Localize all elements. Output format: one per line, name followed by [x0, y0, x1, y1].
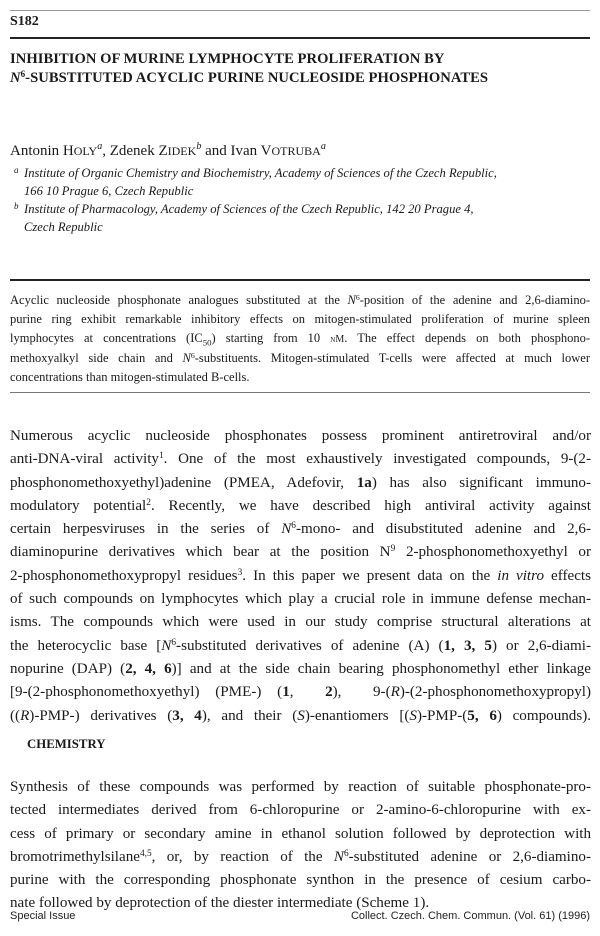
reference-4-5: 4,5 [139, 848, 152, 859]
abstract: Acyclic nucleoside phosphonate analogues substituted at the $N^6$-position of the adenine and 2,6-diamino- purine ring exhibit remarkable inhibitory effects on mitogen-stimulated proliferation of murine spleen lymphocytes at concentrations $(IC_{50})$ starting from 10 nM. The effect depends on both phosphono- methoxyalkyl side chain and $N^6$-substituents. Mitogen-stimulated T-cells were affected at much lower concentrations than mitogen-stimulated B-cells. [10, 292, 591, 384]
author-name: Antonin HOLY [10, 143, 98, 159]
title-line-1: INHIBITION OF MURINE LYMPHOCYTE PROLIFERATION BY [10, 51, 445, 67]
section-heading-chemistry: CHEMISTRY [27, 737, 106, 751]
author-name: Zdenek ZIDEK [109, 143, 197, 159]
author-name: Ivan VOTRUBA [230, 143, 321, 159]
chemistry-paragraph: Synthesis of these compounds was performed by reaction of suitable phosphonate-pro- tected intermediates derived from 6-chloropurine or 2-amino-6-chloropurine with ex- cess of primary or secondary amine in ethanol solution followed by deprotection with bromotrimethylsilane$^{4,5}$, or, by reaction of the $N^6$-substituted adenine or 2,6-diamino- purine with the corresponding phosphonate synthon in the presence of cesium carbo- nate followed by deprotection of the diester intermediate (Scheme 1). [10, 779, 591, 912]
abstract-top-rule [10, 279, 590, 281]
introduction-paragraph: Numerous acyclic nucleoside phosphonates possess prominent antiretroviral and/or anti-DNA-viral activity$^1$. One of the most exhaustively investigated compounds, 9-(2- phosphonomethoxyethyl)adenine (PMEA, Adefovir, 1a) has also significant immuno- modulatory potential$^2$. Recently, we have described high antiviral activity against certain herpesviruses in the series of $N^6-mono-$ and disubstituted adenine and 2,6- diaminopurine derivatives which bear at the position $N^9$ 2-phosphonomethoxyethyl or 2-phosphonomethoxypropyl residues$^3$. In this paper we present data on the in vitro effects of such compounds on lymphocytes which play a crucial role in immune defense mechan- isms. The compounds which were used in our study comprise structural alterations at the heterocyclic base [$N^6$-substituted derivatives of adenine (A) (1, 3, 5) or 2,6-diami- nopurine (DAP) (2, 4, 6)] and at the side chain bearing phosphonomethyl ether linkage [9-(2-phosphonomethoxyethyl) (PME-) (1, 2), 9-(R)-(2-phosphonomethoxypropyl) ((R)-PMP-) derivatives (3, 4), and their (S)-enantiomers [(S)-PMP-(5, 6) compounds). [10, 428, 592, 724]
top-rule [10, 10, 590, 11]
title-n-symbol: N [10, 70, 21, 86]
affiliation-a: a Institute of Organic Chemistry and Biochemistry, Academy of Sciences of the Czech Republic, 166 10 Prague 6, Czech Republic [14, 165, 497, 198]
header-rule [10, 37, 590, 39]
affiliation-mark: a [320, 141, 326, 152]
reference-1: 1 [158, 451, 164, 462]
author-list: Antonin HOLY$^a$, Zdenek ZIDEK$^b$ and Ivan VOTRUBA$^a$ [10, 141, 326, 159]
footer-journal-citation: Collect. Czech. Chem. Commun. (Vol. 61) (1996) [350, 910, 590, 922]
affiliation-mark: b [196, 141, 202, 152]
footer-issue-label: Special Issue [10, 910, 76, 922]
affiliation-b: b Institute of Pharmacology, Academy of Sciences of the Czech Republic, 142 20 Prague 4, Czech Republic [14, 201, 474, 234]
reference-2: 2 [146, 497, 151, 508]
abstract-bottom-rule [10, 392, 590, 393]
affiliation-mark: a [97, 141, 103, 152]
reference-3: 3 [237, 567, 243, 578]
title-line-2: -SUBSTITUTED ACYCLIC PURINE NUCLEOSIDE PHOSPHONATES [25, 70, 489, 86]
article-title [10, 50, 595, 88]
page-number: S182 [10, 14, 39, 29]
title-superscript: 6 [20, 69, 26, 80]
